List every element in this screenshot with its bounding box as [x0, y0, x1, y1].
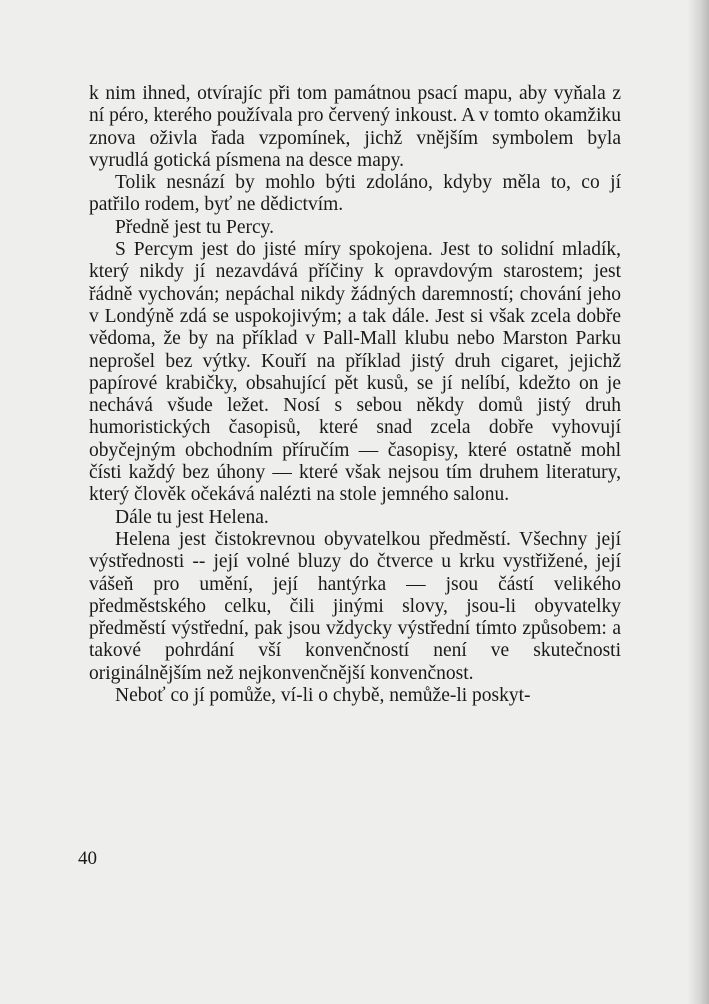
body-text: [89, 83, 621, 707]
paragraph-continuation: k nim ihned, otvírajíc při tom památnou psací mapu, aby vyňala z ní péro, kterého používala pro červený inkoust. A v tomto okamžiku znova oživla řada vzpomínek, jichž vnějším symbolem byla vyrudlá gotická písmena na desce mapy.: [89, 83, 621, 171]
page-number: 40: [78, 848, 97, 869]
paragraph: Tolik nesnází by mohlo býti zdoláno, kdyby měla to, co jí patřilo rodem, byť ne dědictvím.: [89, 172, 621, 216]
paragraph-last: Neboť co jí pomůže, ví-li o chybě, nemůže-li poskyt-: [115, 685, 531, 707]
paragraph: Helena jest čistokrevnou obyvatelkou předměstí. Všechny její výstřednosti -- její volné bluzy do čtverce u krku vystřižené, její vášeň pro umění, její hantýrka — jsou částí velikého předměstského celku, čili jinými slovy, jsou-li obyvatelky předměstí výstřední, pak jsou vždycky výstřední tímto způsobem: a takové pohrdání vší konvenčností není ve skutečnosti originálnějším než nejkonvenčnější konvenčnost.: [89, 528, 621, 684]
paragraph: Dále tu jest Helena.: [115, 506, 269, 528]
page-edge-shadow: [687, 0, 709, 1004]
paragraph: S Percym jest do jisté míry spokojena. Jest to solidní mladík, který nikdy jí nezavdává příčiny k opravdovým starostem; jest řádně vychován; nepáchal nikdy žádných daremností; chování jeho v Londýně zdá se uspokojivým; a tak dále. Jest si však zcela dobře vědoma, že by na příklad v Pall-Mall klubu nebo Marston Parku neprošel bez výtky. Kouří na příklad jistý druh cigaret, jejichž papírové krabičky, obsahující pět kusů, se jí nelíbí, kdežto on je nechává všude ležet. Nosí s sebou někdy domů jistý druh humoristických časopisů, které snad zcela dobře vyhovují obyčejným obchodním příručím — časopisy, které ostatně mohl čísti každý bez úhony — které však nejsou tím druhem literatury, který člověk očekává nalézti na stole jemného salonu.: [89, 239, 621, 506]
paragraph: Předně jest tu Percy.: [115, 216, 275, 238]
